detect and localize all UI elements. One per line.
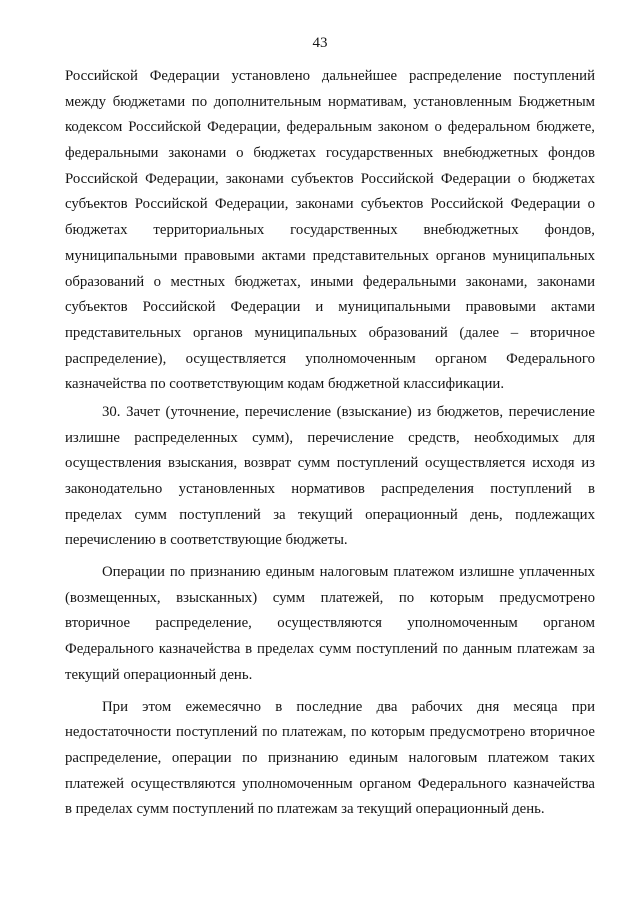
text-line: перечислению в соответствующие бюджеты. — [65, 532, 348, 549]
text-line: текущий операционный день. — [65, 666, 253, 683]
text-line: казначейства по соответствующим кодам бюджетной классификации. — [65, 376, 505, 393]
text-line: пределах сумм поступлений за текущий операционный день, подлежащих — [65, 506, 595, 523]
text-line: федеральными законами о бюджетах государственных внебюджетных фондов — [65, 145, 595, 162]
text-line: законодательно установленных нормативов распределения поступлений в — [65, 481, 595, 497]
text-line: субъектов Российской Федерации и муниципальными правовыми актами — [65, 299, 595, 316]
text-line: 30. Зачет (уточнение, перечисление (взыскание) из бюджетов, перечисление — [102, 403, 595, 420]
text-line: (возмещенных, взысканных) сумм платежей, по которым предусмотрено — [65, 589, 595, 606]
text-line: Российской Федерации, законами субъектов Российской Федерации о бюджетах — [65, 170, 595, 187]
text-line: между бюджетами по дополнительным нормативам, установленным Бюджетным — [65, 93, 595, 110]
paragraph-3 — [65, 560, 595, 688]
text-line: Операции по признанию единым налоговым платежом излишне уплаченных — [102, 564, 595, 581]
text-line: вторичное распределение, осуществляются уполномоченным органом — [65, 615, 595, 632]
text-line: платежей осуществляются уполномоченным органом Федерального казначейства — [65, 775, 595, 792]
text-line: При этом ежемесячно в последние два рабочих дня месяца при — [102, 698, 595, 715]
text-line: представительных органов муниципальных образований (далее – вторичное — [65, 324, 595, 341]
text-line: Российской Федерации установлено дальнейшее распределение поступлений — [65, 68, 595, 84]
paragraph-2 — [65, 400, 595, 554]
document-body — [65, 64, 595, 823]
page-number: 43 — [312, 35, 328, 51]
text-line: недостаточности поступлений по платежам, по которым предусмотрено вторичное — [65, 724, 595, 741]
text-line: излишне распределенных сумм), перечисление средств, необходимых для — [65, 429, 595, 446]
text-line: кодексом Российской Федерации, федеральным законом о федеральном бюджете, — [65, 119, 595, 136]
text-line: бюджетах территориальных государственных внебюджетных фондов, — [65, 222, 595, 239]
text-line: образований о местных бюджетах, иными федеральными законами, законами — [65, 273, 595, 290]
text-line: в пределах сумм поступлений по платежам за текущий операционный день. — [65, 801, 545, 818]
text-line: осуществления взыскания, возврат сумм поступлений осуществляется исходя из — [65, 455, 595, 472]
text-line: Федерального казначейства в пределах сумм поступлений по данным платежам за — [65, 641, 595, 658]
text-line: субъектов Российской Федерации, законами субъектов Российской Федерации о — [65, 196, 595, 213]
text-line: муниципальными правовыми актами представительных органов муниципальных — [65, 247, 595, 264]
text-line: распределение), осуществляется уполномоченным органом Федерального — [65, 350, 595, 367]
text-line: распределение, операции по признанию единым налоговым платежом таких — [65, 749, 595, 766]
paragraph-4 — [65, 695, 595, 823]
paragraph-1 — [65, 64, 595, 398]
